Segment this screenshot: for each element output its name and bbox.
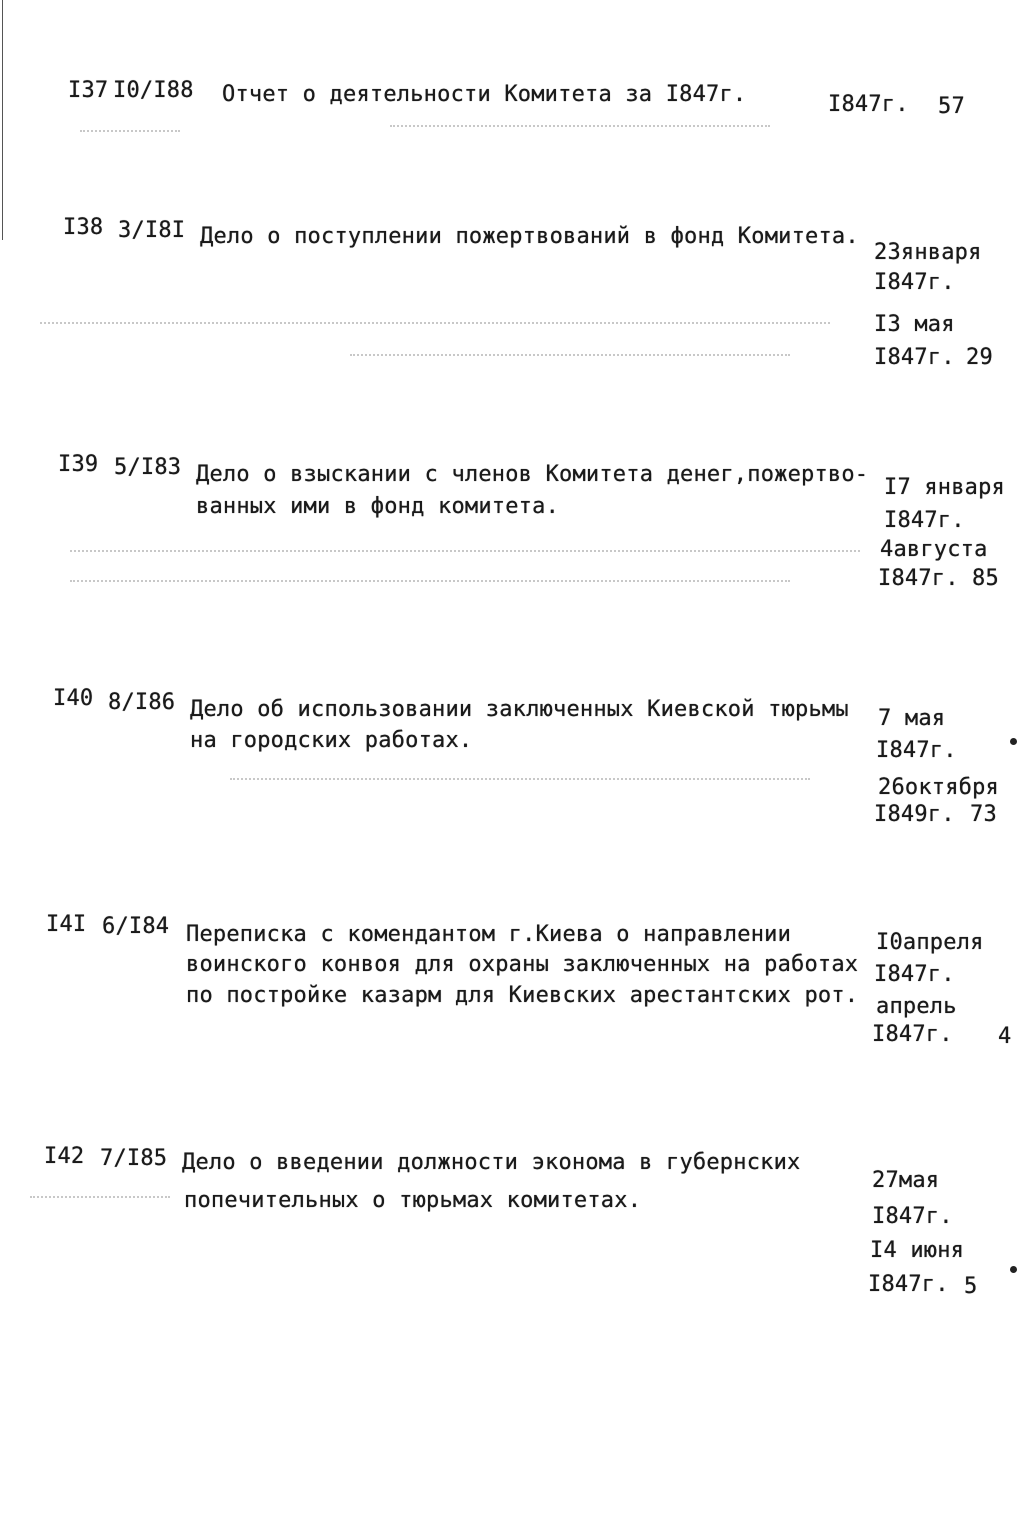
entry-date-line: I847г. xyxy=(878,566,959,591)
entry-code: 3/I8I xyxy=(118,218,186,243)
faint-marks xyxy=(230,778,810,782)
entry-title-line: воинского конвоя для охраны заключенных на работах xyxy=(186,952,859,977)
entry-number: I37 xyxy=(68,78,109,103)
faint-marks xyxy=(390,125,770,129)
entry-code: 5/I83 xyxy=(114,455,182,480)
entry-pages: 4 xyxy=(998,1024,1012,1049)
entry-pages: 29 xyxy=(966,345,993,370)
faint-marks xyxy=(350,354,790,358)
entry-date-line: I847г. xyxy=(874,962,955,987)
entry-date-line: I847г. xyxy=(874,345,955,370)
entry-date-line: 27мая xyxy=(872,1168,940,1193)
entry-title-line: ванных ими в фонд комитета. xyxy=(196,494,560,519)
entry-date-line: I0апреля xyxy=(876,930,984,955)
entry-code: I0/I88 xyxy=(113,78,194,103)
entry-pages: 57 xyxy=(938,94,965,119)
entry-date-line: I847г. xyxy=(884,508,965,533)
entry-date-line: I847г. xyxy=(828,92,909,117)
entry-title-line: Дело о введении должности эконома в губернских xyxy=(182,1150,801,1175)
entry-pages: 85 xyxy=(972,566,999,591)
entry-date-line: I847г. xyxy=(874,270,955,295)
faint-marks xyxy=(30,1196,170,1200)
entry-code: 8/I86 xyxy=(108,690,176,715)
faint-marks xyxy=(70,550,860,554)
ink-dot xyxy=(1010,1266,1017,1273)
entry-number: I39 xyxy=(58,452,99,477)
entry-number: I42 xyxy=(44,1144,85,1169)
entry-code: 6/I84 xyxy=(102,914,170,939)
left-edge-mark xyxy=(2,0,3,240)
entry-date-line: 26октября xyxy=(878,775,1000,800)
entry-pages: 73 xyxy=(970,802,997,827)
entry-title-line: Дело о поступлении пожертвований в фонд Комитета. xyxy=(200,224,859,249)
entry-date-line: 23января xyxy=(874,240,982,265)
entry-title-line: попечительных о тюрьмах комитетах. xyxy=(184,1188,642,1213)
entry-number: I38 xyxy=(63,215,104,240)
faint-marks xyxy=(80,130,180,134)
faint-marks xyxy=(40,322,830,326)
entry-code: 7/I85 xyxy=(100,1146,168,1171)
entry-date-line: I3 мая xyxy=(874,312,955,337)
entry-date-line: 7 мая xyxy=(878,706,946,731)
entry-pages: 5 xyxy=(964,1274,978,1299)
entry-date-line: I7 января xyxy=(884,475,1006,500)
entry-date-line: I847г. xyxy=(872,1204,953,1229)
entry-title-line: по постройке казарм для Киевских арестантских рот. xyxy=(186,983,859,1008)
entry-date-line: I847г. xyxy=(876,738,957,763)
entry-number: I40 xyxy=(53,686,94,711)
faint-marks xyxy=(70,580,790,584)
entry-title-line: Дело о взыскании с членов Комитета денег,пожертво- xyxy=(196,462,869,487)
entry-number: I4I xyxy=(46,912,87,937)
entry-title-line: Отчет о деятельности Комитета за I847г. xyxy=(222,82,747,107)
entry-date-line: 4августа xyxy=(880,537,988,562)
entry-title-line: Дело об использовании заключенных Киевской тюрьмы xyxy=(190,697,849,722)
entry-date-line: I4 июня xyxy=(870,1238,965,1263)
entry-date-line: I847г. xyxy=(868,1272,949,1297)
entry-date-line: апрель xyxy=(876,994,957,1019)
entry-date-line: I847г. xyxy=(872,1022,953,1047)
entry-date-line: I849г. xyxy=(874,802,955,827)
entry-title-line: Переписка с комендантом г.Киева о направлении xyxy=(186,922,792,947)
entry-title-line: на городских работах. xyxy=(190,728,473,753)
ink-dot xyxy=(1010,738,1017,745)
